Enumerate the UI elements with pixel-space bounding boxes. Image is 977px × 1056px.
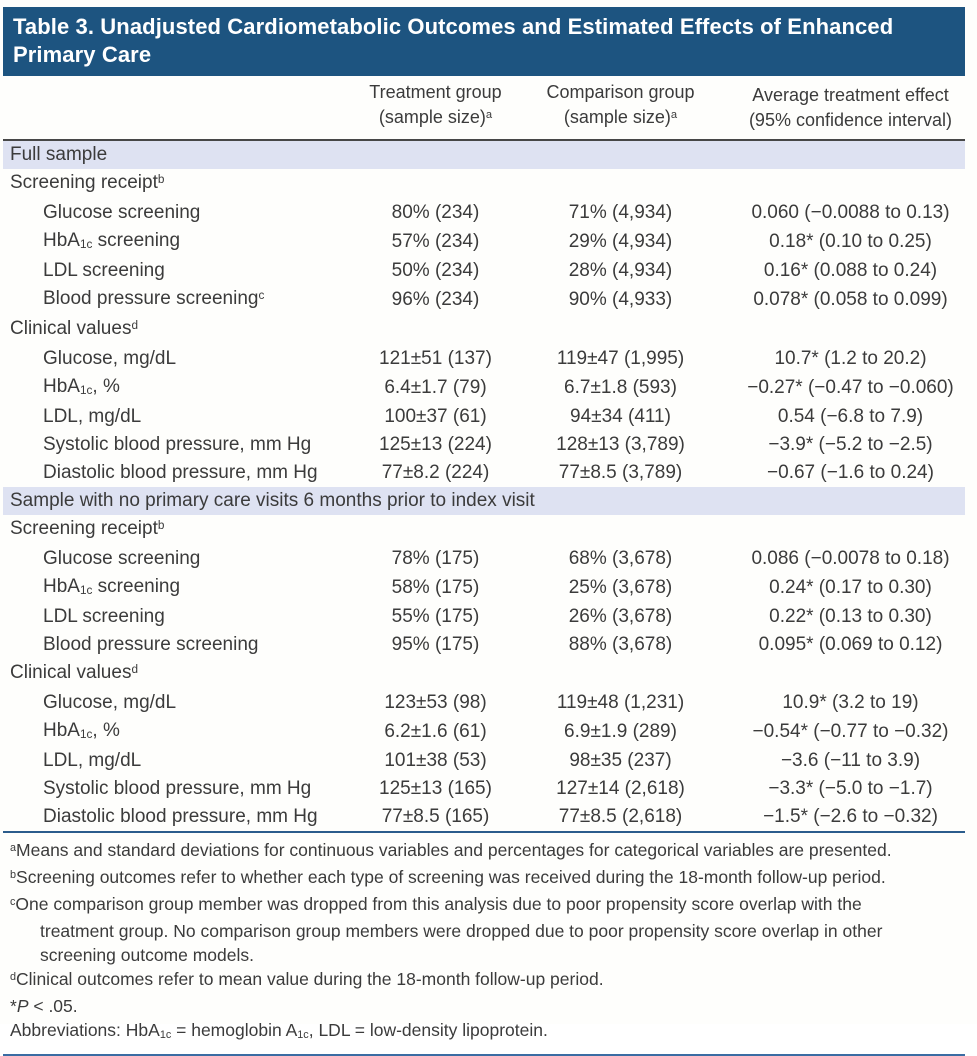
comparison-value: 98±35 (237): [569, 750, 672, 771]
label-text: Blood pressure screening: [43, 288, 259, 309]
group-superscript: d: [131, 318, 138, 332]
footnote-marker: c: [10, 896, 16, 909]
effect-value: −3.9* (−5.2 to −2.5): [768, 434, 933, 455]
comparison-value: 71% (4,934): [568, 202, 673, 223]
header-line: Average treatment effect: [752, 85, 949, 105]
row-label: [3, 431, 348, 459]
label-text: Systolic blood pressure, mm Hg: [43, 434, 312, 455]
treatment-value: 77±8.2 (224): [381, 462, 490, 483]
section-band-row: [3, 140, 965, 169]
effect-value: 0.54 (−6.8 to 7.9): [777, 406, 924, 427]
effect-value: −0.54* (−0.77 to −0.32): [752, 721, 949, 742]
footnote-marker: b: [10, 869, 17, 882]
column-header-effect: [718, 76, 965, 140]
effect-value: −3.6 (−11 to 3.9): [780, 750, 921, 771]
significance-text: < .05.: [28, 996, 78, 1016]
table-row: [3, 227, 965, 257]
treatment-value: 123±53 (98): [384, 692, 487, 713]
row-label: [3, 227, 348, 257]
treatment-value: 50% (234): [391, 260, 480, 281]
significance-star: *: [10, 996, 17, 1016]
treatment-value: 55% (175): [391, 606, 480, 627]
column-header-treatment: [348, 76, 523, 140]
group-superscript: b: [157, 172, 165, 186]
header-text: (sample size): [378, 107, 486, 127]
header-line: Treatment group: [369, 82, 502, 102]
label-text: LDL, mg/dL: [43, 406, 142, 427]
effect-value: −0.27* (−0.47 to −0.060): [747, 377, 954, 398]
group-label: Screening receipt: [10, 518, 158, 539]
treatment-value: 6.2±1.6 (61): [384, 721, 487, 742]
footnote-text: Means and standard deviations for continuous variables and percentages for categorical variables are presented.: [16, 840, 892, 860]
comparison-value: 26% (3,678): [568, 606, 673, 627]
table-row: [3, 631, 965, 659]
treatment-value: 125±13 (165): [379, 778, 492, 799]
table-row: [3, 199, 965, 227]
row-label: [3, 717, 348, 747]
treatment-value: 101±38 (53): [384, 750, 487, 771]
row-label: [3, 285, 348, 315]
table-row: [3, 689, 965, 717]
group-label: Screening receipt: [10, 172, 158, 193]
row-label: [3, 257, 348, 285]
label-subscript: 1c: [79, 238, 93, 252]
treatment-value: 125±13 (224): [379, 434, 492, 455]
comparison-value: 6.9±1.9 (289): [564, 721, 677, 742]
effect-value: 0.060 (−0.0088 to 0.13): [751, 202, 950, 223]
row-label: [3, 545, 348, 573]
footnote-text: Screening outcomes refer to whether each type of screening was received during the 18-month follow-up period.: [16, 867, 886, 887]
label-subscript: 1c: [79, 728, 93, 742]
abbr-subscript: 1c: [159, 1028, 172, 1041]
table-row: [3, 459, 965, 487]
footnote-c: [10, 892, 907, 967]
header-text: (95% confidence interval): [748, 110, 953, 130]
effect-value: 0.078* (0.058 to 0.099): [753, 289, 948, 310]
label-text: Glucose, mg/dL: [43, 348, 177, 369]
label-subscript: 1c: [79, 584, 93, 598]
column-header-row: [3, 76, 965, 140]
label-text: HbA: [43, 376, 80, 397]
label-superscript: c: [258, 288, 265, 302]
label-text: Glucose screening: [43, 202, 201, 223]
effect-value: 0.095* (0.069 to 0.12): [758, 634, 943, 655]
label-text: Glucose, mg/dL: [43, 692, 177, 713]
group-superscript: b: [157, 518, 165, 532]
header-line: [736, 108, 965, 133]
table-container: [3, 7, 965, 1056]
label-text: LDL screening: [43, 606, 165, 627]
footnote-abbreviations: [10, 1018, 907, 1045]
table-row: [3, 803, 965, 831]
header-superscript: a: [485, 108, 493, 121]
column-header-empty: [3, 76, 348, 140]
treatment-value: 57% (234): [391, 231, 480, 252]
label-text: Diastolic blood pressure, mm Hg: [43, 462, 318, 483]
footnote-b: [10, 865, 907, 892]
table-row: [3, 775, 965, 803]
column-header-comparison: [523, 76, 718, 140]
header-line: [348, 105, 523, 133]
row-label: [3, 345, 348, 373]
comparison-value: 77±8.5 (3,789): [558, 462, 683, 483]
footnotes: [3, 831, 965, 1052]
treatment-value: 77±8.5 (165): [381, 806, 490, 827]
row-label: [3, 373, 348, 403]
group-heading-row: [3, 315, 965, 345]
row-label: [3, 459, 348, 487]
footnote-d: [10, 967, 907, 994]
comparison-value: 68% (3,678): [568, 548, 673, 569]
label-text: LDL screening: [43, 260, 165, 281]
comparison-value: 128±13 (3,789): [556, 434, 685, 455]
comparison-value: 25% (3,678): [568, 577, 673, 598]
effect-value: −3.3* (−5.0 to −1.7): [768, 778, 933, 799]
comparison-value: 119±48 (1,231): [556, 692, 685, 713]
row-label: [3, 803, 348, 831]
label-text: HbA: [43, 720, 80, 741]
abbr-subscript: 1c: [297, 1028, 309, 1041]
abbr-text: Abbreviations: HbA: [10, 1020, 160, 1040]
group-heading: [3, 515, 965, 545]
effect-value: 10.9* (3.2 to 19): [782, 692, 919, 713]
header-line: Comparison group: [546, 82, 695, 102]
group-superscript: d: [131, 662, 138, 676]
table-row: [3, 345, 965, 373]
table-row: [3, 285, 965, 315]
row-label: [3, 775, 348, 803]
group-heading-row: [3, 659, 965, 689]
treatment-value: 95% (175): [391, 634, 480, 655]
table-row: [3, 603, 965, 631]
label-text: Glucose screening: [43, 548, 201, 569]
treatment-value: 6.4±1.7 (79): [384, 377, 487, 398]
effect-value: 0.24* (0.17 to 0.30): [769, 577, 932, 598]
treatment-value: 100±37 (61): [384, 406, 487, 427]
label-text: Systolic blood pressure, mm Hg: [43, 778, 312, 799]
effect-value: −0.67 (−1.6 to 0.24): [767, 462, 934, 483]
table-row: [3, 747, 965, 775]
footnote-text: One comparison group member was dropped from this analysis due to poor propensity score overlap with the treatment group. No comparison group members were dropped due to poor propensity score overlap in other screening outcome models.: [15, 894, 883, 965]
treatment-value: 121±51 (137): [379, 348, 492, 369]
effect-value: 0.086 (−0.0078 to 0.18): [751, 548, 950, 569]
table-row: [3, 717, 965, 747]
footnote-significance: [10, 994, 907, 1018]
effect-value: 10.7* (1.2 to 20.2): [774, 348, 927, 369]
label-subscript: 1c: [79, 384, 93, 398]
header-superscript: a: [670, 108, 678, 121]
footnote-marker: a: [10, 842, 17, 855]
treatment-value: 80% (234): [391, 202, 480, 223]
label-text: HbA: [43, 576, 80, 597]
label-text: , %: [92, 720, 120, 741]
table-title: Table 3. Unadjusted Cardiometabolic Outcomes and Estimated Effects of Enhanced Primary Care: [3, 7, 965, 76]
section-band-label: Sample with no primary care visits 6 months prior to index visit: [3, 487, 965, 515]
outcomes-table: [3, 76, 965, 831]
effect-value: 0.22* (0.13 to 0.30): [769, 606, 932, 627]
abbr-text: = hemoglobin A: [171, 1020, 298, 1040]
row-label: [3, 403, 348, 431]
effect-value: 0.16* (0.088 to 0.24): [763, 260, 938, 281]
comparison-value: 29% (4,934): [568, 231, 673, 252]
group-heading: [3, 659, 965, 689]
group-label: Clinical values: [10, 662, 132, 683]
table-row: [3, 403, 965, 431]
row-label: [3, 573, 348, 603]
effect-value: −1.5* (−2.6 to −0.32): [763, 806, 938, 827]
comparison-value: 28% (4,934): [568, 260, 673, 281]
row-label: [3, 199, 348, 227]
group-label: Clinical values: [10, 318, 132, 339]
section-band-label: Full sample: [3, 140, 965, 169]
significance-p: P: [16, 996, 29, 1016]
section-band-row: [3, 487, 965, 515]
table-row: [3, 573, 965, 603]
row-label: [3, 689, 348, 717]
label-text: Diastolic blood pressure, mm Hg: [43, 806, 318, 827]
effect-value: 0.18* (0.10 to 0.25): [769, 231, 932, 252]
label-text: LDL, mg/dL: [43, 750, 142, 771]
row-label: [3, 747, 348, 775]
comparison-value: 119±47 (1,995): [556, 348, 685, 369]
treatment-value: 58% (175): [391, 577, 480, 598]
abbr-text: , LDL = low-density lipoprotein.: [308, 1020, 548, 1040]
group-heading: [3, 315, 965, 345]
treatment-value: 96% (234): [391, 289, 480, 310]
row-label: [3, 631, 348, 659]
label-text: screening: [92, 230, 181, 251]
comparison-value: 127±14 (2,618): [556, 778, 685, 799]
comparison-value: 90% (4,933): [568, 289, 673, 310]
comparison-value: 94±34 (411): [570, 406, 671, 427]
treatment-value: 78% (175): [391, 548, 480, 569]
label-text: screening: [92, 576, 181, 597]
footnote-marker: d: [10, 971, 17, 984]
group-heading-row: [3, 169, 965, 199]
table-row: [3, 545, 965, 573]
comparison-value: 77±8.5 (2,618): [558, 806, 683, 827]
table-row: [3, 257, 965, 285]
label-text: , %: [92, 376, 120, 397]
label-text: HbA: [43, 230, 80, 251]
header-line: [523, 105, 718, 133]
header-text: (sample size): [563, 107, 671, 127]
table-row: [3, 373, 965, 403]
footnote-a: [10, 838, 907, 865]
row-label: [3, 603, 348, 631]
group-heading-row: [3, 515, 965, 545]
footnote-text: Clinical outcomes refer to mean value during the 18-month follow-up period.: [16, 969, 604, 989]
table-row: [3, 431, 965, 459]
comparison-value: 6.7±1.8 (593): [564, 377, 677, 398]
comparison-value: 88% (3,678): [568, 634, 673, 655]
group-heading: [3, 169, 965, 199]
label-text: Blood pressure screening: [43, 634, 259, 655]
